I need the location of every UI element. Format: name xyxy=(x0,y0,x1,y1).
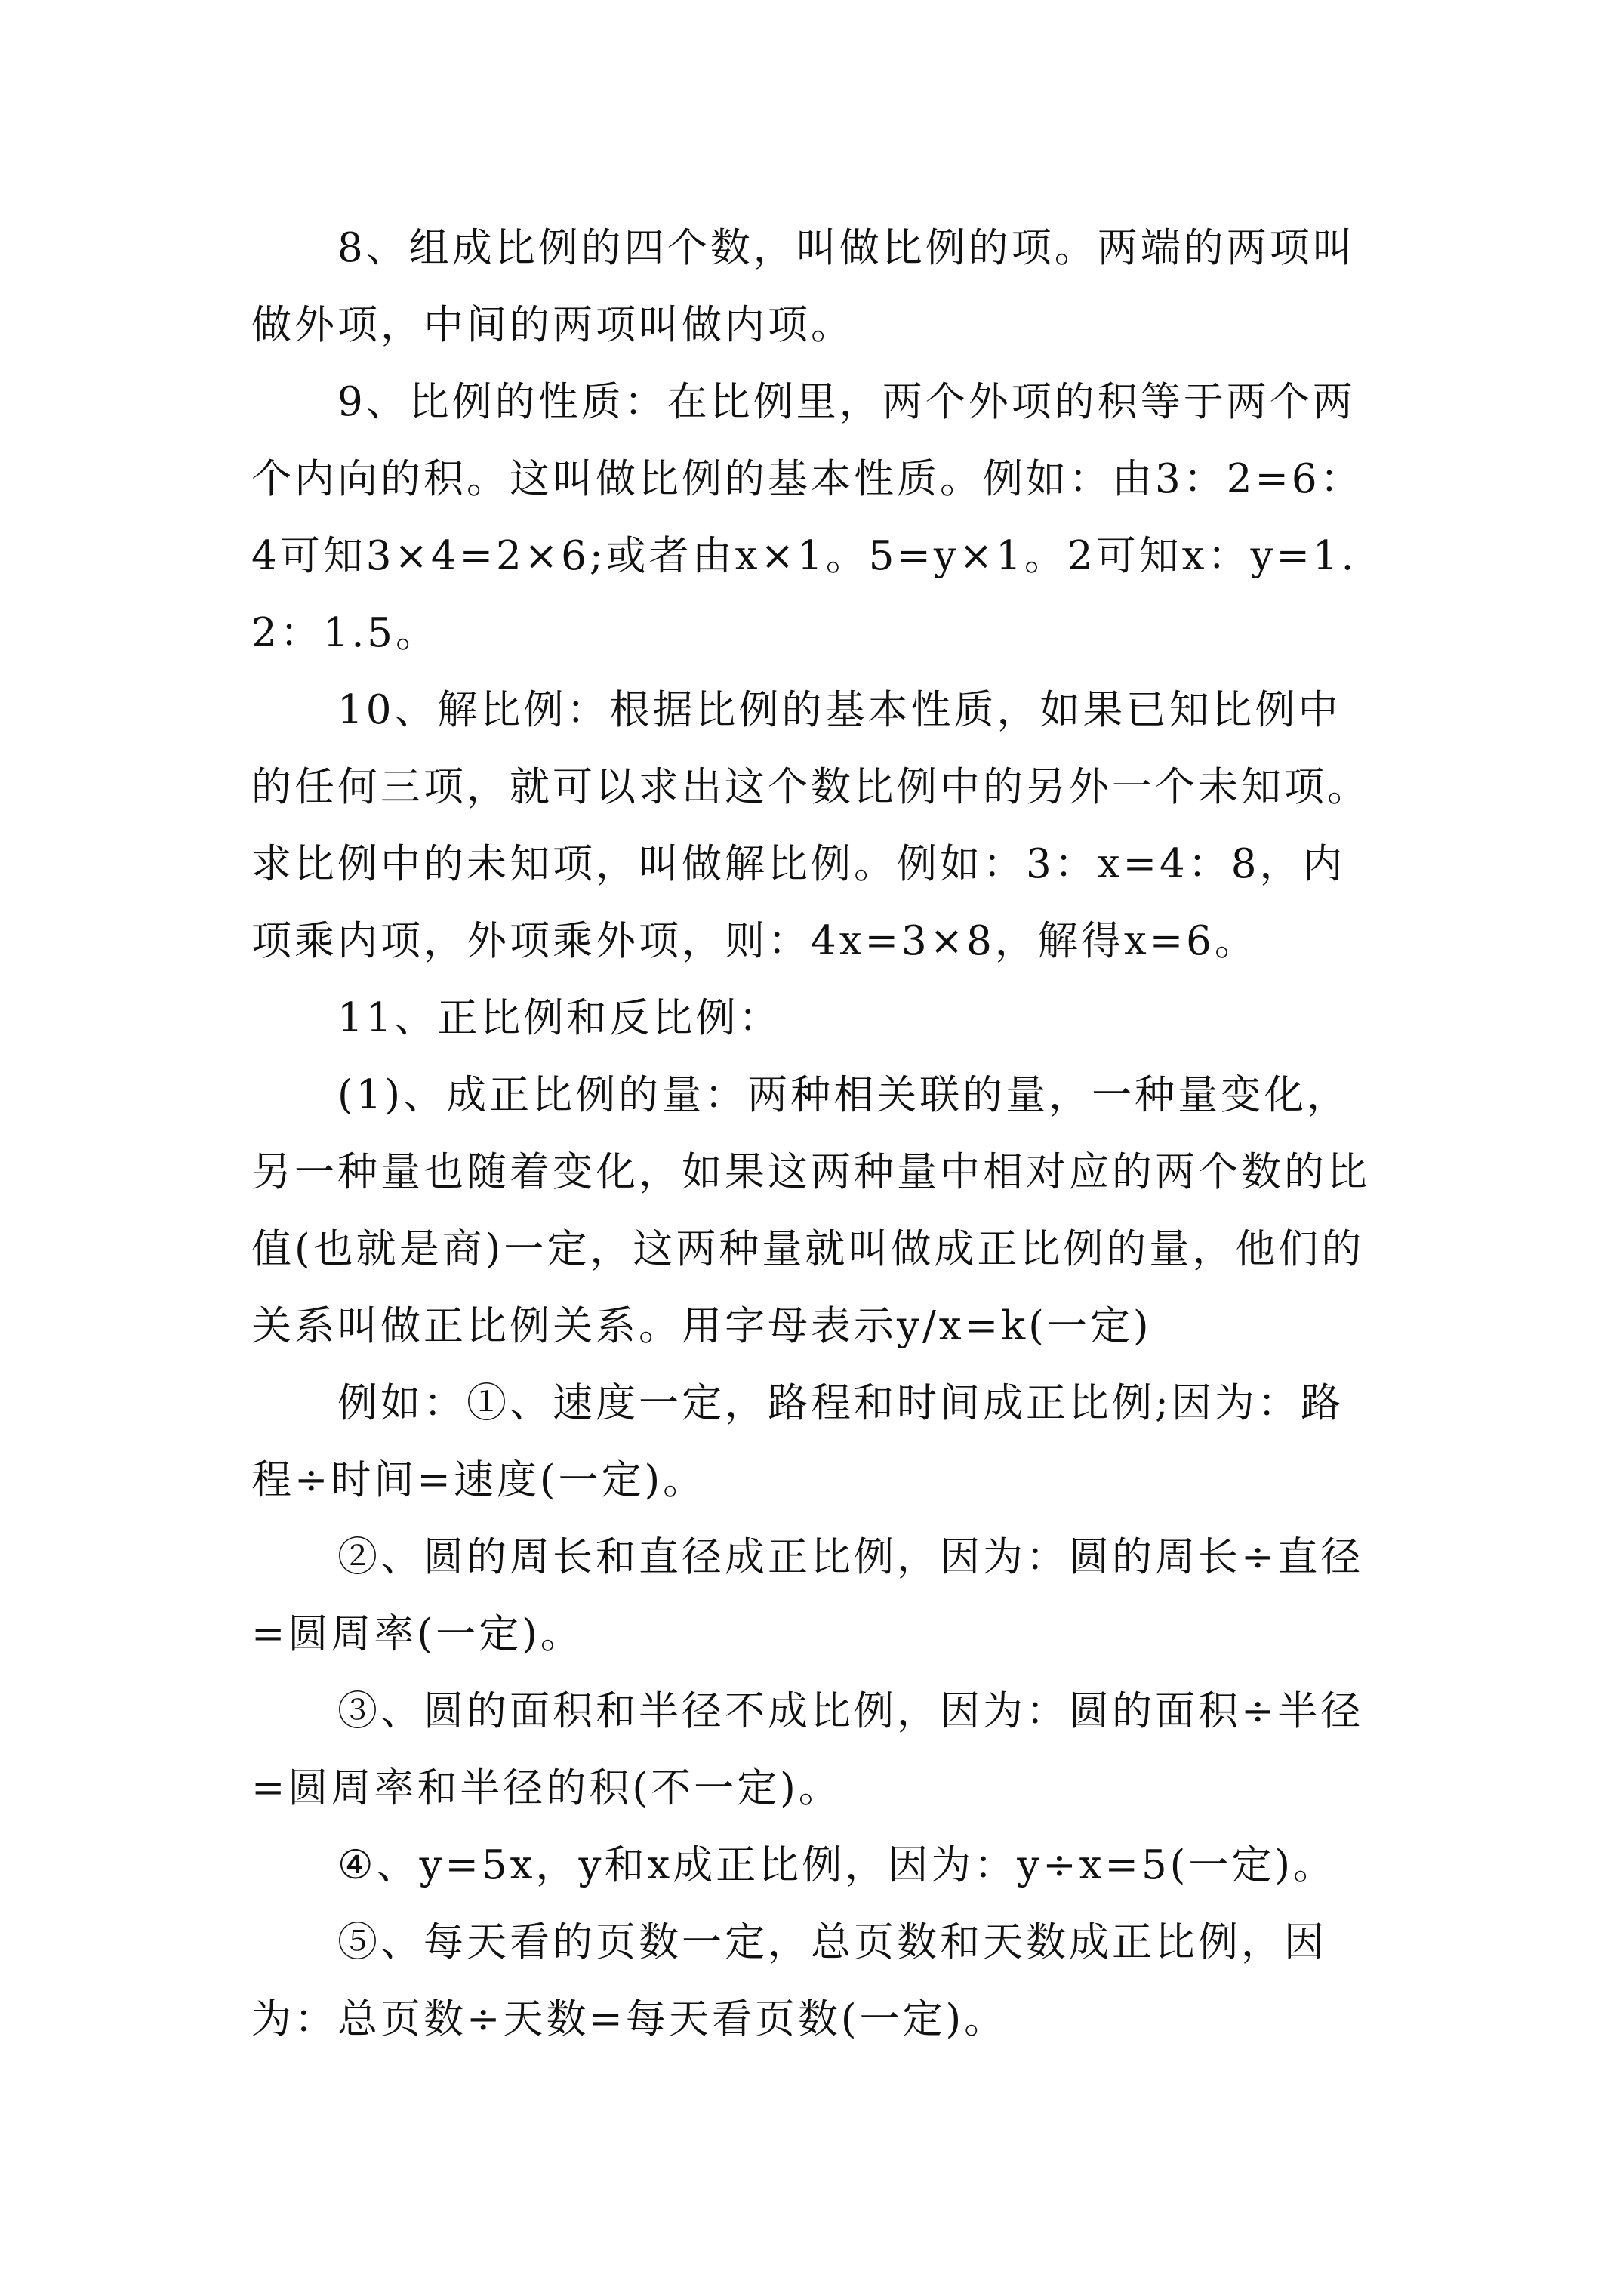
paragraph-example-3: ③、圆的面积和半径不成比例，因为：圆的面积÷半径=圆周率和半径的积(不一定)。 xyxy=(251,1688,1364,1811)
paragraph-10: 10、解比例：根据比例的基本性质，如果已知比例中的任何三项，就可以求出这个数比例中的另外一个未知项。求比例中的未知项，叫做解比例。例如：3：x=4：8，内项乘内项，外项乘外项，则：4x=3×8，解得x=6。 xyxy=(251,687,1370,964)
paragraph-example-5: ⑤、每天看的页数一定，总页数和天数成正比例，因为：总页数÷天数=每天看页数(一定)。 xyxy=(251,1919,1327,2042)
paragraph-direct-proportion-definition: (1)、成正比例的量：两种相关联的量，一种量变化，另一种量也随着变化，如果这两种量中相对应的两个数的比值(也就是商)一定，这两种量就叫做成正比例的量，他们的关系叫做正比例关系。用字母表示y/x=k(一定) xyxy=(251,1072,1370,1349)
paragraph-example-1: 例如：①、速度一定，路程和时间成正比例;因为：路程÷时间=速度(一定)。 xyxy=(251,1380,1344,1503)
paragraph-example-2: ②、圆的周长和直径成正比例，因为：圆的周长÷直径=圆周率(一定)。 xyxy=(251,1534,1364,1657)
paragraph-9: 9、比例的性质：在比例里，两个外项的积等于两个两个内向的积。这叫做比例的基本性质。例如：由3：2=6：4可知3×4=2×6;或者由x×1。5=y×1。2可知x：y=1.2：1.5。 xyxy=(251,379,1363,656)
paragraph-11-heading: 11、正比例和反比例： xyxy=(337,995,782,1041)
document-body xyxy=(251,210,1384,2058)
paragraph-example-4: ④、y=5x，y和x成正比例，因为：y÷x=5(一定)。 xyxy=(337,1842,1337,1888)
paragraph-8: 8、组成比例的四个数，叫做比例的项。两端的两项叫做外项，中间的两项叫做内项。 xyxy=(251,225,1356,348)
